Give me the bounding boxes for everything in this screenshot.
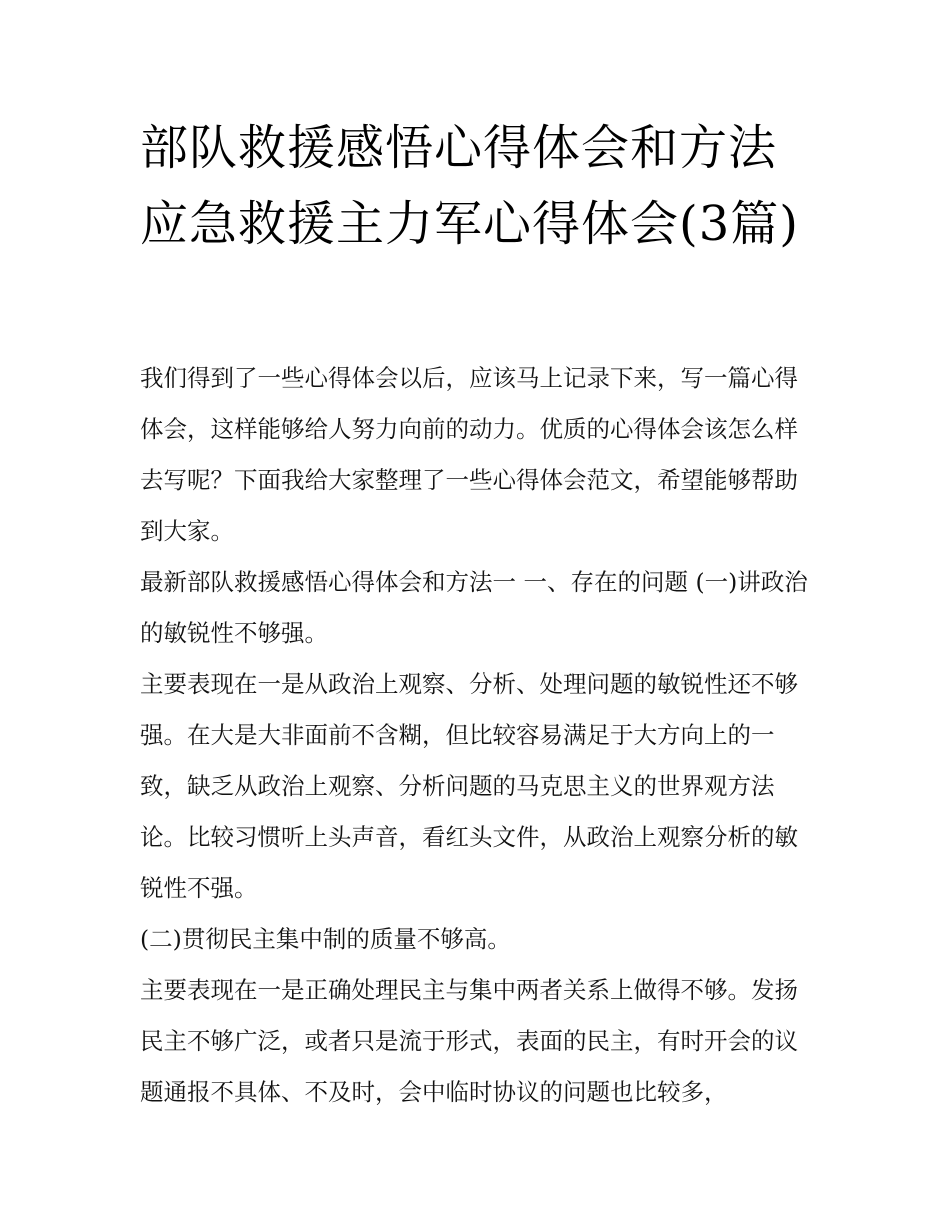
document-title: 部队救援感悟心得体会和方法应急救援主力军心得体会(3篇) <box>140 120 799 252</box>
paragraph-intro: 我们得到了一些心得体会以后，应该马上记录下来，写一篇心得体会，这样能够给人努力向前的动力。优质的心得体会该怎么样去写呢？下面我给大家整理了一些心得体会范文，希望能够帮助到大家。 <box>140 364 798 545</box>
paragraph-democracy-concentration: 主要表现在一是正确处理民主与集中两者关系上做得不够。发扬民主不够广泛，或者只是流于形式，表面的民主，有时开会的议题通报不具体、不及时，会中临时协议的问题也比较多， <box>140 976 798 1106</box>
paragraph-section-one: 最新部队救援感悟心得体会和方法一 一、存在的问题 (一)讲政治的敏锐性不够强。 <box>140 568 808 647</box>
paragraph-subheading-democratic-centralism: (二)贯彻民主集中制的质量不够高。 <box>140 925 511 953</box>
paragraph-political-sensitivity: 主要表现在一是从政治上观察、分析、处理问题的敏锐性还不够强。在大是大非面前不含糊，但比较容易满足于大方向上的一致，缺乏从政治上观察、分析问题的马克思主义的世界观方法论。比较习惯听上头声音，看红头文件，从政治上观察分析的敏锐性不强。 <box>140 670 798 902</box>
document-body <box>140 353 820 1118</box>
